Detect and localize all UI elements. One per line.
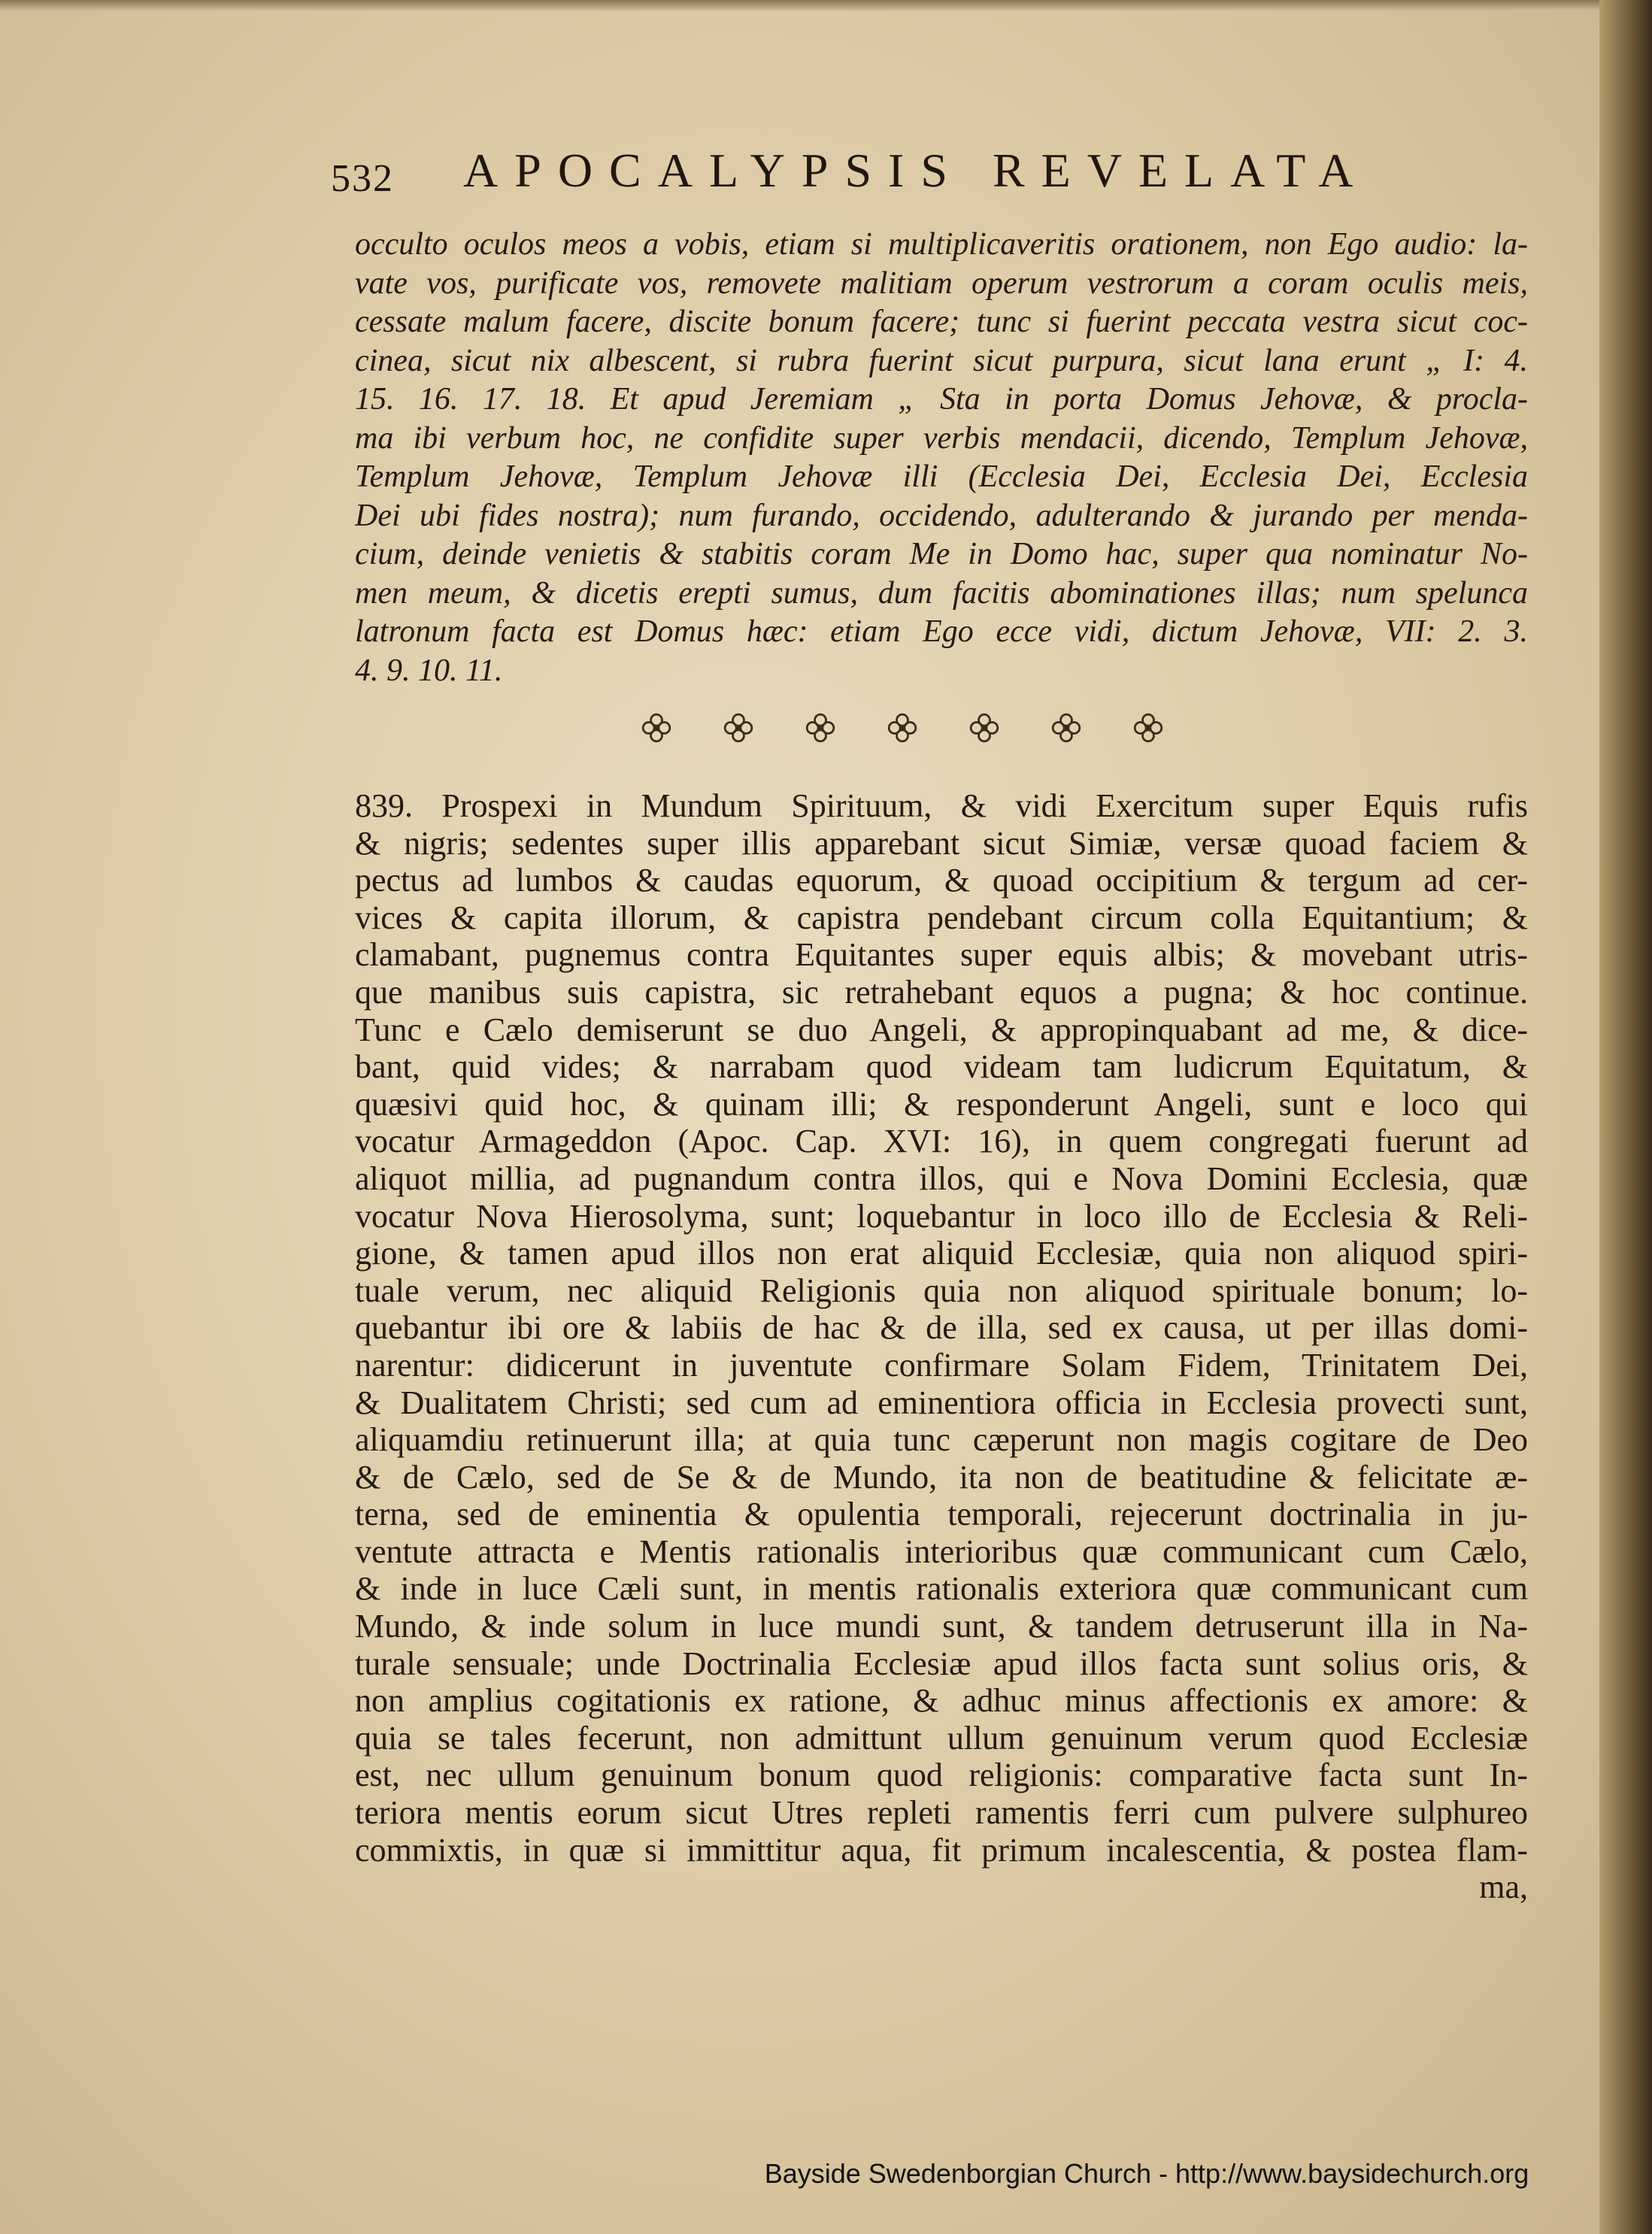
text-line: turale sensuale; unde Doctrinalia Ecclesiæ apud illos facta sunt solius oris, & bbox=[355, 1644, 1528, 1682]
text-line: cium, deinde venietis & stabitis coram Me in Domo hac, super qua nominatur No- bbox=[355, 537, 1528, 571]
text-line: vocatur Nova Hierosolyma, sunt; loquebantur in loco illo de Ecclesia & Reli- bbox=[355, 1197, 1528, 1235]
text-line: Templum Jehovæ, Templum Jehovæ illi (Ecclesia Dei, Ecclesia Dei, Ecclesia bbox=[355, 459, 1528, 494]
text-line: vices & capita illorum, & capistra pendebant circum colla Equitantium; & bbox=[355, 899, 1528, 936]
fleuron-icon bbox=[721, 711, 756, 749]
text-line: men meum, & dicetis erepti sumus, dum facitis abominationes illas; num spelunca bbox=[355, 575, 1528, 611]
text-line: latronum facta est Domus hæc: etiam Ego ecce vidi, dictum Jehovæ, VII: 2. 3. bbox=[355, 614, 1528, 649]
text-line: Tunc e Cælo demiserunt se duo Angeli, & appropinquabant ad me, & dice- bbox=[355, 1011, 1528, 1048]
text-line: quia se tales fecerunt, non admittunt ullum genuinum verum quod Ecclesiæ bbox=[355, 1719, 1528, 1757]
running-head bbox=[331, 143, 1429, 211]
text-line: tuale verum, nec aliquid Religionis quia non aliquod spirituale bonum; lo- bbox=[355, 1272, 1528, 1309]
text-line: commixtis, in quæ si immittitur aqua, fit primum incalescentia, & postea flam- bbox=[355, 1831, 1528, 1869]
text-line: clamabant, pugnemus contra Equitantes super equis albis; & movebant utris- bbox=[355, 936, 1528, 974]
ornament-divider bbox=[639, 711, 1165, 748]
page-number: 532 bbox=[331, 157, 394, 200]
text-line: cinea, sicut nix albescent, si rubra fuerint sicut purpura, sicut lana erunt „ I: 4. bbox=[355, 343, 1528, 378]
fleuron-icon bbox=[967, 711, 1002, 749]
text-line: ma ibi verbum hoc, ne confidite super verbis mendacii, dicendo, Templum Jehovæ, bbox=[355, 420, 1528, 456]
text-line: & Dualitatem Christi; sed cum ad eminentiora officia in Ecclesia provecti sunt, bbox=[355, 1384, 1528, 1421]
text-line: aliquot millia, ad pugnandum contra illos, qui e Nova Domini Ecclesia, quæ bbox=[355, 1159, 1528, 1197]
text-line: non amplius cogitationis ex ratione, & adhuc minus affectionis ex amore: & bbox=[355, 1682, 1528, 1720]
text-line: gione, & tamen apud illos non erat aliquid Ecclesiæ, quia non aliquod spiri- bbox=[355, 1235, 1528, 1272]
text-line: cessate malum facere, discite bonum facere; tunc si fuerint peccata vestra sicut coc- bbox=[355, 305, 1528, 339]
text-line: & nigris; sedentes super illis apparebant sicut Simiæ, versæ quoad faciem & bbox=[355, 824, 1528, 862]
running-title: APOCALYPSIS REVELATA bbox=[463, 144, 1370, 197]
fleuron-icon bbox=[803, 711, 838, 749]
book-gutter bbox=[1599, 0, 1652, 2234]
text-line: & de Cælo, sed de Se & de Mundo, ita non de beatitudine & felicitate æ- bbox=[355, 1458, 1528, 1496]
text-line: aliquamdiu retinuerunt illa; at quia tunc cæperunt non magis cogitare de Deo bbox=[355, 1421, 1528, 1459]
page-top-edge bbox=[0, 0, 1652, 11]
text-line: ventute attracta e Mentis rationalis interioribus quæ communicant cum Cælo, bbox=[355, 1532, 1528, 1570]
text-line: teriora mentis eorum sicut Utres repleti ramentis ferri cum pulvere sulphureo bbox=[355, 1794, 1528, 1832]
text-line: Mundo, & inde solum in luce mundi sunt, & tandem detruserunt illa in Na- bbox=[355, 1608, 1528, 1645]
text-line: que manibus suis capistra, sic retrahebant equos a pugna; & hoc continue. bbox=[355, 973, 1528, 1011]
fleuron-icon bbox=[639, 711, 674, 749]
fleuron-icon bbox=[1049, 711, 1084, 749]
text-line: 839. Prospexi in Mundum Spirituum, & vidi Exercitum super Equis rufis bbox=[355, 787, 1528, 824]
text-line: terna, sed de eminentia & opulentia temporali, rejecerunt doctrinalia in ju- bbox=[355, 1496, 1528, 1533]
text-line: quæsivi quid hoc, & quinam illi; & responderunt Angeli, sunt e loco qui bbox=[355, 1085, 1528, 1123]
text-line: vocatur Armageddon (Apoc. Cap. XVI: 16), in quem congregati fuerunt ad bbox=[355, 1123, 1528, 1160]
text-line: vate vos, purificate vos, removete malitiam operum vestrorum a coram oculis meis, bbox=[355, 265, 1528, 301]
text-line: pectus ad lumbos & caudas equorum, & quoad occipitium & tergum ad cer- bbox=[355, 862, 1528, 899]
text-line: bant, quid vides; & narrabam quod videam tam ludicrum Equitatum, & bbox=[355, 1048, 1528, 1086]
text-line: & inde in luce Cæli sunt, in mentis rationalis exteriora quæ communicant cum bbox=[355, 1570, 1528, 1608]
fleuron-icon bbox=[885, 711, 920, 749]
text-line: est, nec ullum genuinum bonum quod religionis: comparative facta sunt In- bbox=[355, 1757, 1528, 1794]
text-line: quebantur ibi ore & labiis de hac & de illa, sed ex causa, ut per illas domi- bbox=[355, 1309, 1528, 1347]
scripture-quotation bbox=[355, 226, 1528, 690]
text-line: ma, bbox=[1479, 1869, 1528, 1906]
paragraph-839 bbox=[355, 787, 1528, 1906]
text-line: occulto oculos meos a vobis, etiam si multiplicaveritis orationem, non Ego audio: la- bbox=[355, 227, 1528, 262]
watermark-credit: Bayside Swedenborgian Church - http://www.baysidechurch.org bbox=[764, 2158, 1529, 2189]
text-line: narentur: didicerunt in juventute confirmare Solam Fidem, Trinitatem Dei, bbox=[355, 1346, 1528, 1384]
text-line: 15. 16. 17. 18. Et apud Jeremiam „ Sta in porta Domus Jehovæ, & procla- bbox=[355, 382, 1528, 417]
fleuron-icon bbox=[1131, 711, 1165, 749]
text-line: Dei ubi fides nostra); num furando, occidendo, adulterando & jurando per menda- bbox=[355, 498, 1528, 533]
text-line: 4. 9. 10. 11. bbox=[355, 653, 503, 688]
